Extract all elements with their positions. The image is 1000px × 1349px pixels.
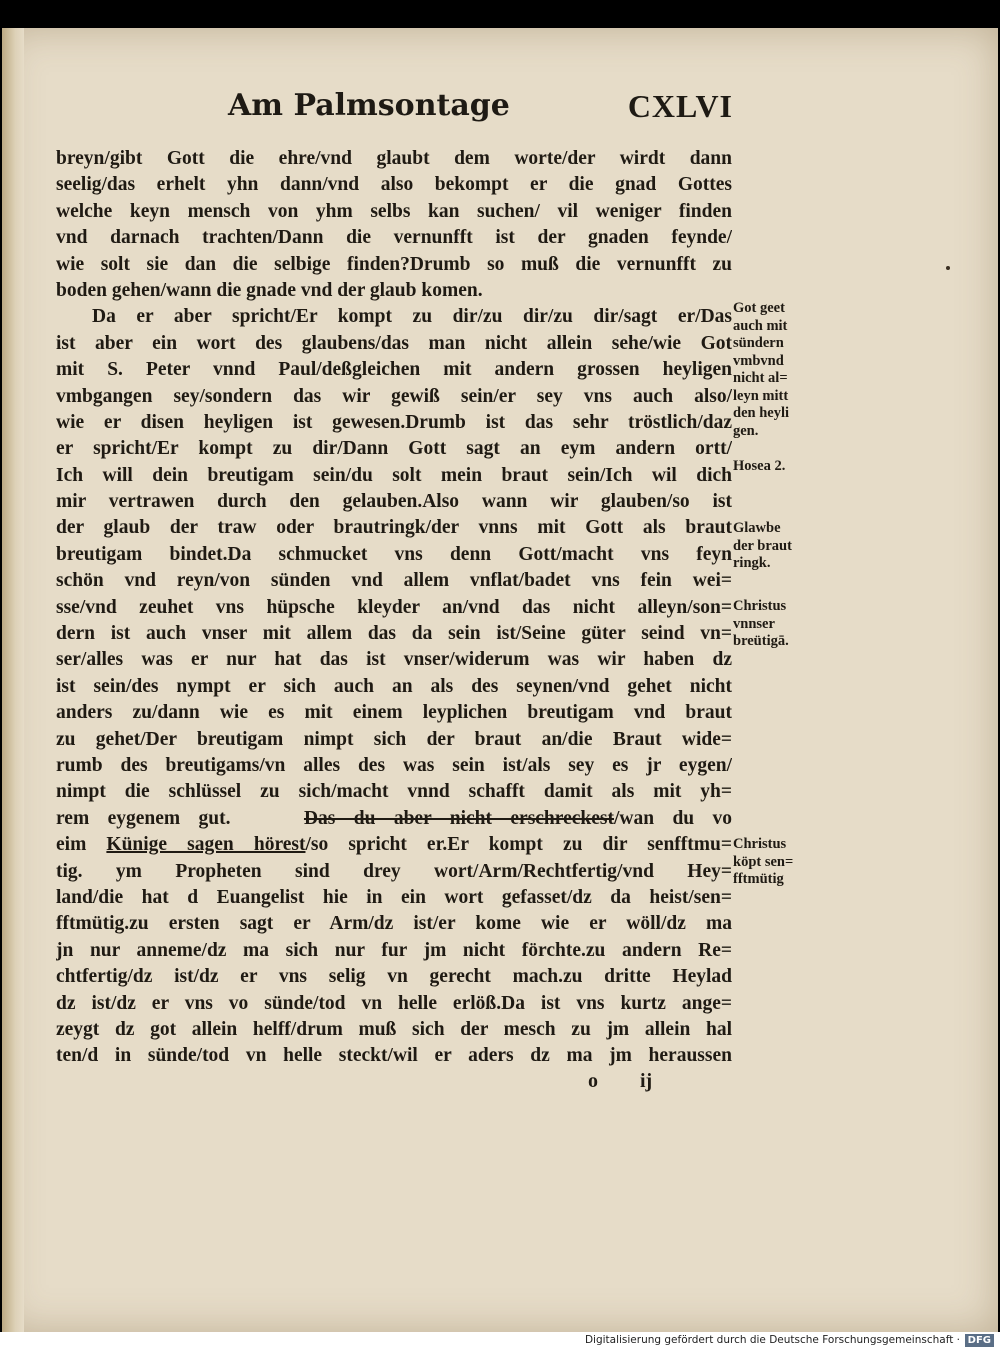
- folio-number: CXLVI: [627, 88, 733, 124]
- text-line: boden gehen/wann die gnade vnd der glaub komen.: [56, 279, 483, 301]
- text-line: tig. ym Propheten sind drey wort/Arm/Rechtfertig/vnd Hey=: [56, 860, 732, 882]
- text-line: vmbgangen sey/sondern das wir gewiß sein/er sey vns auch also/: [56, 385, 732, 407]
- text-line: er spricht/Er kompt zu dir/Dann Gott sagt an eym andern ortt/: [56, 438, 732, 460]
- running-header: [228, 88, 733, 134]
- signature-mark: [588, 1070, 694, 1093]
- text-line: [56, 832, 732, 858]
- margin-note: [733, 458, 785, 476]
- text-line: Ich will dein breutigam sein/du solt mein braut sein/Ich wil dich: [56, 464, 732, 486]
- text-line: [56, 806, 732, 832]
- funding-credit: Digitalisierung gefördert durch die Deutsche Forschungsgemeinschaft ·: [584, 1334, 960, 1346]
- margin-note: [733, 520, 792, 573]
- text-line: wie er disen heyligen ist gewesen.Drumb ist das sehr tröstlich/daz: [56, 411, 732, 433]
- text-line: zeygt dz got allein helff/drum muß sich der mesch zu jm allein hal: [56, 1018, 732, 1040]
- text-line: land/die hat d Euangelist hie in ein wort gefasset/dz da heist/sen=: [56, 886, 732, 908]
- running-title: Am Palmsontage: [228, 88, 510, 123]
- text-line: der glaub der traw oder brautringk/der vnns mit Gott als braut: [56, 517, 732, 539]
- footer-bar: [0, 1332, 1000, 1349]
- text-line: mir vertrawen durch den gelauben.Also wann wir glauben/so ist: [56, 491, 732, 513]
- text-segment: rem eygenem gut.: [56, 807, 231, 829]
- dfg-logo: DFG: [965, 1334, 994, 1347]
- text-line: Da er aber spricht/Er kompt zu dir/zu dir/zu dir/sagt er/Das: [92, 306, 732, 328]
- text-line: welche keyn mensch von yhm selbs kan suchen/ vil weniger finden: [56, 200, 732, 222]
- text-line: dz ist/dz er vns vo sünde/tod vn helle erlöß.Da ist vns kurtz ange=: [56, 992, 732, 1014]
- margin-note: [733, 836, 793, 889]
- catchword: ij: [640, 1070, 653, 1092]
- text-line: wie solt sie dan die selbige finden?Drumb so muß die vernunfft zu: [56, 253, 732, 275]
- underlined-text: Künige sagen hörest: [106, 834, 306, 856]
- text-line: breutigam bindet.Da schmucket vns denn Gott/macht vns feyn: [56, 543, 732, 565]
- text-line: nimpt die schlüssel zu sich/macht vnnd schafft damit als mit yh=: [56, 781, 732, 803]
- text-line: ser/alles was er nur hat das ist vnser/widerum was wir haben dz: [56, 649, 732, 671]
- text-line: dern ist auch vnser mit allem das da sein ist/Seine güter seind vn=: [56, 623, 732, 645]
- margin-note-text: Got geet auch mit sündern vmbvnd nicht al= leyn mitt den heyli gen.: [733, 300, 789, 439]
- text-line: zu gehet/Der breutigam nimpt sich der braut an/die Braut wide=: [56, 728, 732, 750]
- margin-note-text: Hosea 2.: [733, 458, 786, 474]
- text-line: ist sein/des nympt er sich auch an als des seynen/vnd gehet nicht: [56, 675, 732, 697]
- text-segment: /wan du vo: [613, 807, 732, 829]
- text-line: mit S. Peter vnnd Paul/deßgleichen mit andern grossen heyligen: [56, 359, 732, 381]
- text-line: sse/vnd zeuhet vns hüpsche kleyder an/vnd das nicht alleyn/son=: [56, 596, 732, 618]
- text-line: ist aber ein wort des glaubens/das man nicht allein sehe/wie Got: [56, 332, 732, 354]
- ink-speck: [946, 266, 950, 270]
- text-line: anders zu/dann wie es mit einem leyplichen breutigam vnd braut: [56, 702, 732, 724]
- text-segment: eim: [56, 834, 107, 856]
- text-line: breyn/gibt Gott die ehre/vnd glaubt dem worte/der wirdt dann: [56, 148, 732, 169]
- text-line: ten/d in sünde/tod vn helle steckt/wil er aders dz ma jm heraussen: [56, 1045, 732, 1067]
- margin-note-text: Christus vnnser breütigā.: [733, 598, 789, 649]
- margin-note: [733, 598, 789, 651]
- text-segment: /so spricht er.Er kompt zu dir senfftmu=: [305, 834, 732, 856]
- text-line: chtfertig/dz ist/dz er vns selig vn gerecht mach.zu dritte Heylad: [56, 966, 732, 988]
- page-binding-edge: [2, 28, 24, 1332]
- text-line: jn nur anneme/dz ma sich nur fur jm nicht förchte.zu andern Re=: [56, 939, 732, 961]
- margin-note-text: Christus köpt sen= fftmütig: [733, 836, 794, 887]
- text-line: fftmütig.zu ersten sagt er Arm/dz ist/er kome wie er wöll/dz ma: [56, 913, 732, 935]
- text-line: schön vnd reyn/von sünden vnd allem vnflat/badet vns fein wei=: [56, 570, 732, 592]
- text-line: rumb des breutigams/vn alles des was sein ist/als sey es jr eygen/: [56, 754, 732, 776]
- catchword: o: [588, 1070, 598, 1092]
- margin-note: [733, 300, 789, 440]
- text-line: vnd darnach trachten/Dann die vernunfft ist der gnaden feynde/: [56, 227, 732, 249]
- text-line: seelig/das erhelt yhn dann/vnd also bekompt er die gnad Gottes: [56, 174, 732, 196]
- text-block: [56, 146, 732, 1070]
- struck-text: Das du aber nicht erschreckest: [303, 807, 614, 829]
- margin-note-text: Glawbe der braut ringk.: [733, 520, 792, 571]
